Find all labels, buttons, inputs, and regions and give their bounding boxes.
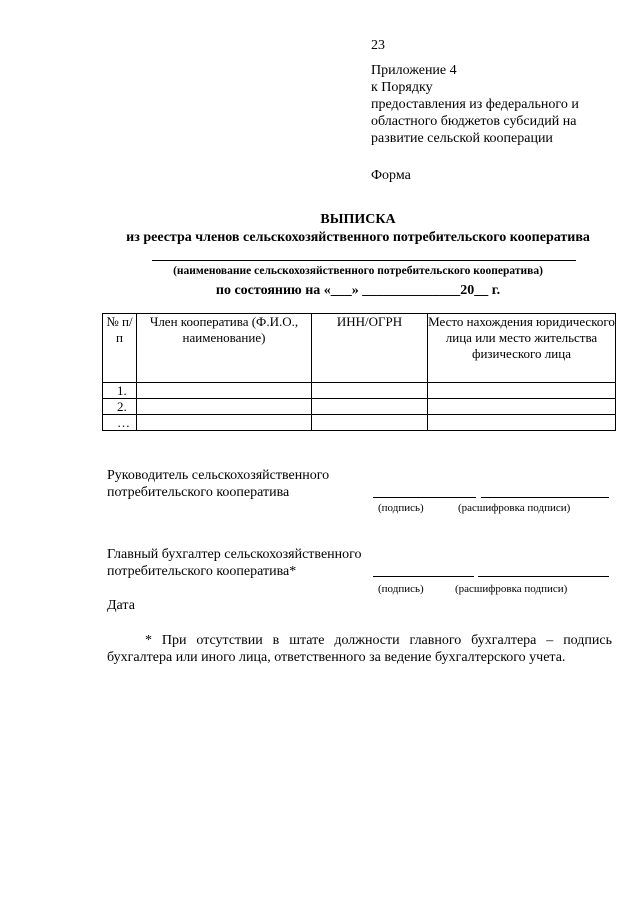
- table-cell: [428, 383, 616, 399]
- table-header-cell: ИНН/ОГРН: [312, 314, 428, 383]
- appendix-line: областного бюджетов субсидий на: [371, 114, 577, 129]
- table-cell: 1.: [103, 383, 137, 399]
- appendix-line: Приложение 4: [371, 63, 457, 78]
- table-cell: [137, 415, 312, 431]
- cooperative-name-caption: (наименование сельскохозяйственного потребительского кооператива): [173, 265, 543, 277]
- document-subtitle: из реестра членов сельскохозяйственного потребительского кооператива: [126, 230, 590, 245]
- signature-title-line: потребительского кооператива: [107, 485, 290, 500]
- accountant-decoding-caption: (расшифровка подписи): [455, 583, 568, 595]
- signature-title-line: Главный бухгалтер сельскохозяйственного: [107, 547, 362, 562]
- table-cell: [312, 399, 428, 415]
- page-number: 23: [371, 38, 385, 53]
- table-cell: [428, 415, 616, 431]
- table-header-cell: Член кооператива (Ф.И.О., наименование): [137, 314, 312, 383]
- appendix-line: предоставления из федерального и: [371, 97, 579, 112]
- head-signature-line: [373, 497, 476, 498]
- table-cell: …: [103, 415, 137, 431]
- signature-title-line: Руководитель сельскохозяйственного: [107, 468, 330, 483]
- head-signature-title: [107, 467, 329, 501]
- table-cell: [312, 383, 428, 399]
- table-header-cell: Место нахождения юридического лица или место жительства физического лица: [428, 314, 616, 383]
- members-register-table: [102, 313, 616, 431]
- table-cell: [428, 399, 616, 415]
- table-row: [103, 383, 616, 399]
- table-header-cell: № п/п: [103, 314, 137, 383]
- head-signature-caption: (подпись): [378, 502, 424, 514]
- footnote: * При отсутствии в штате должности главного бухгалтера – подпись бухгалтера или иного лица, ответственного за ведение бухгалтерского учета.: [107, 633, 612, 665]
- date-label: Дата: [107, 598, 135, 613]
- accountant-decoding-line: [478, 576, 609, 577]
- appendix-line: к Порядку: [371, 80, 433, 95]
- as-of-date-line: по состоянию на «___» ______________20__ г.: [215, 283, 501, 298]
- accountant-signature-title: [107, 546, 362, 580]
- signature-title-line: потребительского кооператива*: [107, 564, 297, 579]
- table-cell: 2.: [103, 399, 137, 415]
- table-cell: [137, 399, 312, 415]
- head-decoding-caption: (расшифровка подписи): [458, 502, 571, 514]
- table-row: [103, 415, 616, 431]
- accountant-signature-line: [373, 576, 474, 577]
- appendix-line: развитие сельской кооперации: [371, 131, 553, 146]
- table-row: [103, 399, 616, 415]
- head-decoding-line: [481, 497, 609, 498]
- cooperative-name-line: [152, 260, 576, 261]
- document-title: ВЫПИСКА: [320, 212, 396, 227]
- table-header-row: [103, 314, 616, 383]
- table-cell: [137, 383, 312, 399]
- table-cell: [312, 415, 428, 431]
- form-label: Форма: [371, 168, 411, 183]
- appendix-reference: [371, 62, 579, 147]
- accountant-signature-caption: (подпись): [378, 583, 424, 595]
